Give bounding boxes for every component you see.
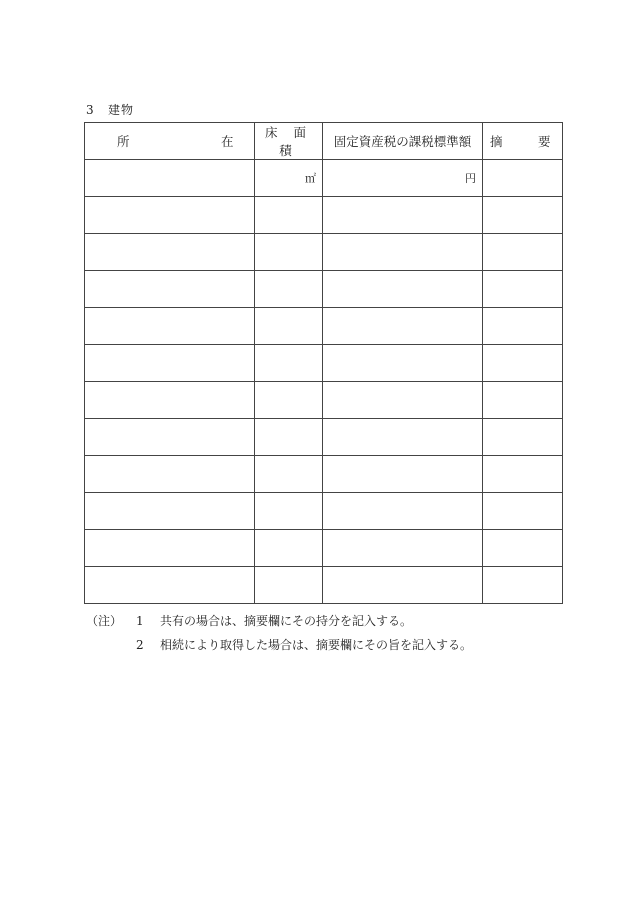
- cell-floor-area[interactable]: [255, 456, 323, 493]
- cell-floor-area[interactable]: [255, 345, 323, 382]
- cell-tax-value[interactable]: [323, 308, 483, 345]
- table-row: [85, 197, 563, 234]
- cell-remarks[interactable]: [483, 530, 563, 567]
- cell-remarks[interactable]: [483, 567, 563, 604]
- header-floor-area: 床 面 積: [255, 123, 323, 160]
- cell-remarks[interactable]: [483, 197, 563, 234]
- cell-remarks[interactable]: [483, 271, 563, 308]
- notes: [86, 609, 472, 657]
- cell-floor-area[interactable]: [255, 382, 323, 419]
- table-row: [85, 456, 563, 493]
- header-row: [85, 123, 563, 160]
- cell-tax-value[interactable]: [323, 456, 483, 493]
- cell-remarks[interactable]: [483, 382, 563, 419]
- cell-tax-value[interactable]: [323, 382, 483, 419]
- table-row: [85, 567, 563, 604]
- cell-location[interactable]: [85, 493, 255, 530]
- cell-floor-area[interactable]: [255, 160, 323, 197]
- cell-tax-value[interactable]: [323, 419, 483, 456]
- cell-location[interactable]: [85, 308, 255, 345]
- header-location-a: 所: [117, 134, 130, 149]
- table-row: [85, 234, 563, 271]
- section-title-text: 建物: [108, 103, 135, 117]
- notes-label-spacer: [86, 633, 136, 657]
- cell-floor-area[interactable]: [255, 530, 323, 567]
- cell-floor-area[interactable]: [255, 271, 323, 308]
- cell-floor-area[interactable]: [255, 567, 323, 604]
- header-remarks: [483, 123, 563, 160]
- cell-tax-value[interactable]: [323, 345, 483, 382]
- table-row: [85, 345, 563, 382]
- note-number: 1: [136, 614, 144, 628]
- cell-location[interactable]: [85, 567, 255, 604]
- cell-tax-value[interactable]: [323, 567, 483, 604]
- cell-tax-value[interactable]: [323, 197, 483, 234]
- cell-location[interactable]: [85, 345, 255, 382]
- header-remarks-a: 摘: [490, 134, 503, 149]
- cell-tax-value[interactable]: [323, 530, 483, 567]
- cell-floor-area[interactable]: [255, 234, 323, 271]
- cell-location[interactable]: [85, 530, 255, 567]
- header-location-b: 在: [221, 134, 234, 149]
- cell-tax-value[interactable]: [323, 160, 483, 197]
- table-row: [85, 530, 563, 567]
- note-text: 共有の場合は、摘要欄にその持分を記入する。: [160, 614, 413, 628]
- note-item: [86, 633, 472, 657]
- cell-remarks[interactable]: [483, 308, 563, 345]
- table-row: [85, 308, 563, 345]
- cell-location[interactable]: [85, 382, 255, 419]
- building-table: [84, 122, 563, 604]
- cell-location[interactable]: [85, 271, 255, 308]
- header-tax-value: 固定資産税の課税標準額: [323, 123, 483, 160]
- cell-tax-value[interactable]: [323, 271, 483, 308]
- cell-remarks[interactable]: [483, 160, 563, 197]
- cell-tax-value[interactable]: [323, 493, 483, 530]
- table-row: [85, 419, 563, 456]
- note-item: [86, 609, 472, 633]
- cell-tax-value[interactable]: [323, 234, 483, 271]
- cell-location[interactable]: [85, 419, 255, 456]
- section-title: [86, 101, 134, 118]
- header-remarks-b: 要: [538, 134, 551, 149]
- cell-floor-area[interactable]: [255, 493, 323, 530]
- cell-location[interactable]: [85, 160, 255, 197]
- cell-remarks[interactable]: [483, 456, 563, 493]
- cell-location[interactable]: [85, 197, 255, 234]
- table-row: [85, 271, 563, 308]
- unit-yen: 円: [465, 172, 476, 185]
- note-text: 相続により取得した場合は、摘要欄にその旨を記入する。: [160, 638, 473, 652]
- note-number: 2: [136, 638, 144, 652]
- header-location: [85, 123, 255, 160]
- cell-remarks[interactable]: [483, 234, 563, 271]
- cell-floor-area[interactable]: [255, 197, 323, 234]
- section-number: 3: [86, 103, 95, 117]
- cell-floor-area[interactable]: [255, 308, 323, 345]
- notes-label: （注）: [86, 614, 123, 628]
- cell-remarks[interactable]: [483, 493, 563, 530]
- table-row: [85, 160, 563, 197]
- table-row: [85, 382, 563, 419]
- unit-square-meter: ㎡: [305, 172, 316, 185]
- cell-floor-area[interactable]: [255, 419, 323, 456]
- table-row: [85, 493, 563, 530]
- cell-location[interactable]: [85, 456, 255, 493]
- cell-remarks[interactable]: [483, 419, 563, 456]
- cell-location[interactable]: [85, 234, 255, 271]
- cell-remarks[interactable]: [483, 345, 563, 382]
